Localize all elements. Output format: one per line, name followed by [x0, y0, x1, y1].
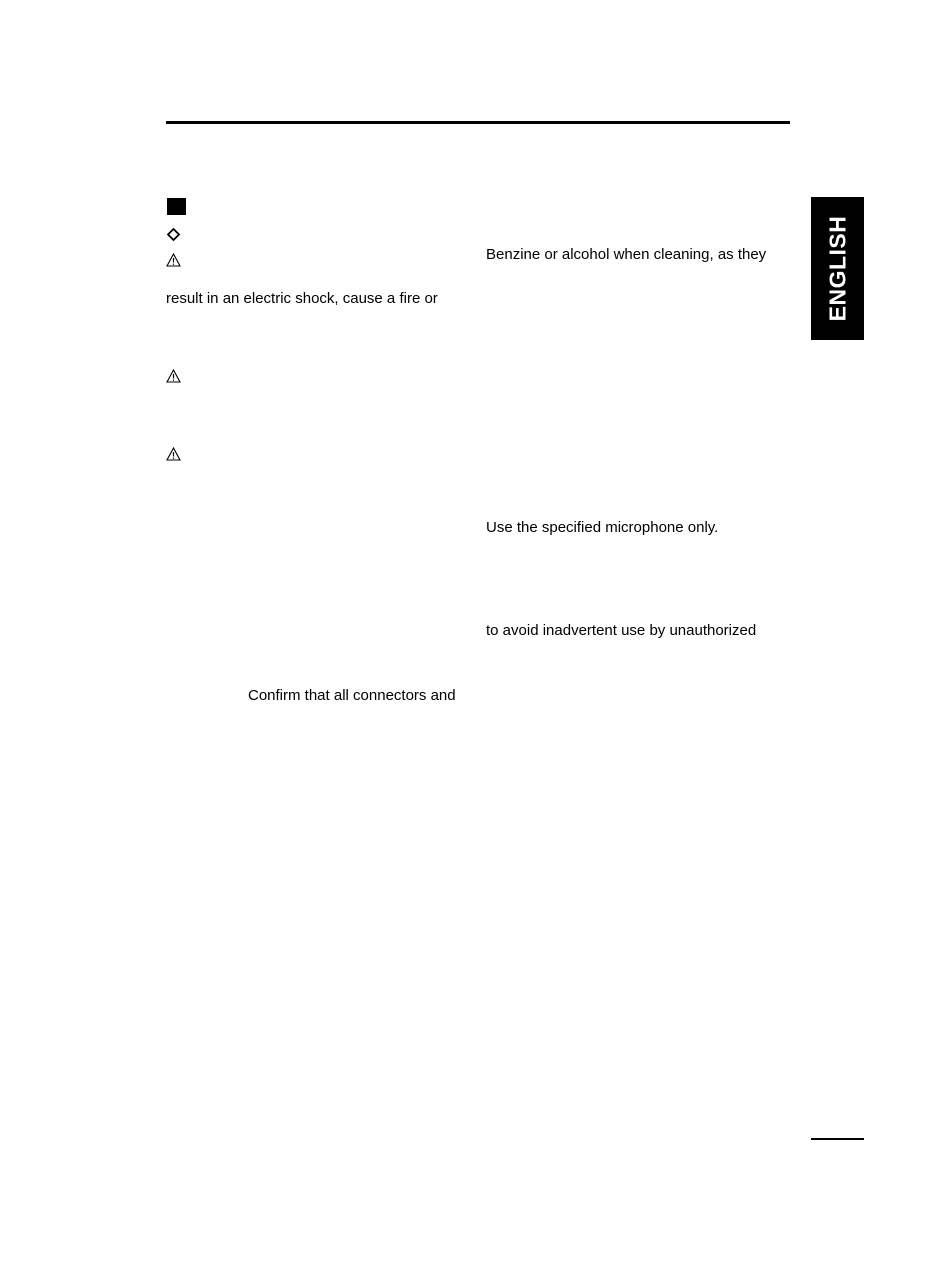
body-text-line: Confirm that all connectors and	[248, 687, 456, 704]
warning-triangle-icon	[166, 253, 181, 267]
footer-rule	[811, 1138, 864, 1140]
warning-triangle-icon	[166, 447, 181, 461]
header-rule	[166, 121, 790, 124]
body-text-line: result in an electric shock, cause a fire or	[166, 290, 438, 307]
language-tab	[811, 197, 864, 340]
filled-square-icon	[167, 198, 186, 215]
body-text-line: Benzine or alcohol when cleaning, as they	[486, 246, 767, 263]
language-tab-label: ENGLISH	[824, 215, 851, 322]
diamond-outline-icon	[167, 228, 180, 241]
body-text-line: to avoid inadvertent use by unauthorized	[486, 622, 757, 639]
body-text-line: Use the specified microphone only.	[486, 519, 719, 536]
warning-triangle-icon	[166, 369, 181, 383]
